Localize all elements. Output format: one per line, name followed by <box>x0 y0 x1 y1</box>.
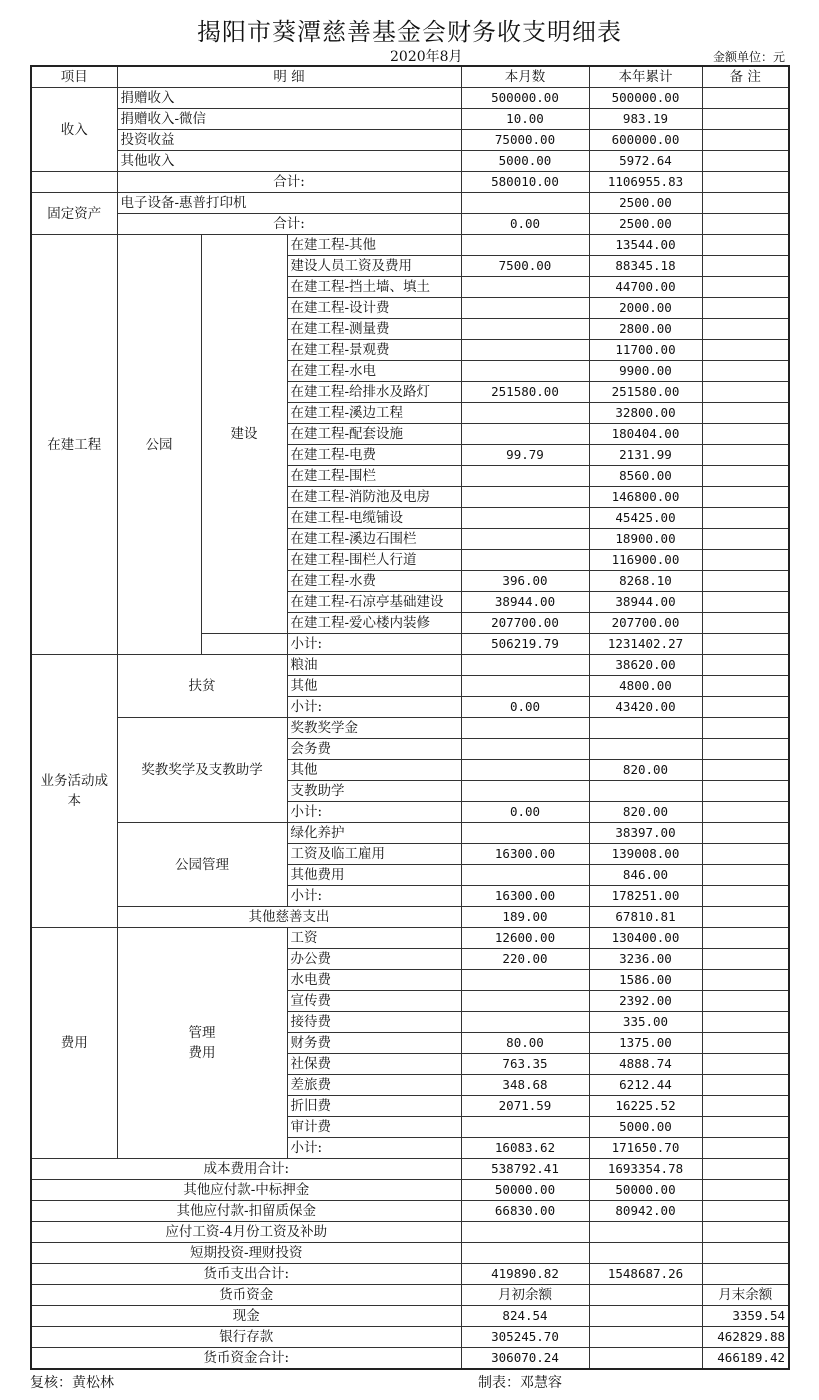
month-amount-cell <box>461 739 589 760</box>
summary-row <box>31 1243 789 1264</box>
month-amount-cell: 348.68 <box>461 1075 589 1096</box>
year-amount-cell: 18900.00 <box>589 529 702 550</box>
year-amount-cell <box>589 1243 702 1264</box>
remark-cell <box>702 1117 789 1138</box>
month-amount-cell: 66830.00 <box>461 1201 589 1222</box>
year-amount-cell: 38944.00 <box>589 592 702 613</box>
remark-cell <box>702 571 789 592</box>
col-header-detail: 明 细 <box>117 66 461 88</box>
detail-cell: 小计: <box>287 1138 461 1159</box>
month-amount-cell <box>461 193 589 214</box>
summary-label: 其他应付款-中标押金 <box>31 1180 461 1201</box>
year-amount-cell: 5000.00 <box>589 1117 702 1138</box>
remark-cell <box>702 529 789 550</box>
remark-cell <box>702 550 789 571</box>
month-amount-cell <box>461 676 589 697</box>
detail-cell: 接待费 <box>287 1012 461 1033</box>
remark-cell <box>702 172 789 193</box>
year-amount-cell: 1106955.83 <box>589 172 702 193</box>
reviewer-signature: 复核：黄松林 <box>30 1375 114 1391</box>
detail-cell: 在建工程-溪边石围栏 <box>287 529 461 550</box>
business-row <box>31 655 789 676</box>
fixed-asset-total-row <box>31 214 789 235</box>
year-amount-cell <box>589 781 702 802</box>
year-amount-cell: 2800.00 <box>589 319 702 340</box>
month-amount-cell <box>461 403 589 424</box>
cash-label: 银行存款 <box>31 1327 461 1348</box>
detail-cell: 在建工程-电缆铺设 <box>287 508 461 529</box>
summary-row <box>31 1222 789 1243</box>
detail-cell: 水电费 <box>287 970 461 991</box>
year-amount-cell: 43420.00 <box>589 697 702 718</box>
detail-cell: 会务费 <box>287 739 461 760</box>
detail-cell: 小计: <box>287 634 461 655</box>
cash-section-label: 货币资金 <box>31 1285 461 1306</box>
empty-cell <box>589 1306 702 1327</box>
year-amount-cell: 4888.74 <box>589 1054 702 1075</box>
construction-row <box>31 235 789 256</box>
year-amount-cell: 820.00 <box>589 802 702 823</box>
remark-cell <box>702 424 789 445</box>
cash-end-cell: 466189.42 <box>702 1348 789 1370</box>
remark-cell <box>702 865 789 886</box>
detail-cell: 捐赠收入 <box>117 88 461 109</box>
year-amount-cell: 8268.10 <box>589 571 702 592</box>
year-amount-cell: 600000.00 <box>589 130 702 151</box>
expense-row <box>31 928 789 949</box>
remark-cell <box>702 151 789 172</box>
year-amount-cell: 3236.00 <box>589 949 702 970</box>
detail-cell: 在建工程-水费 <box>287 571 461 592</box>
section-income-label: 收入 <box>31 88 117 172</box>
month-amount-cell <box>461 550 589 571</box>
finance-table-body <box>31 66 789 1369</box>
business-row <box>31 718 789 739</box>
detail-cell: 小计: <box>287 886 461 907</box>
year-amount-cell: 146800.00 <box>589 487 702 508</box>
remark-cell <box>702 613 789 634</box>
remark-cell <box>702 298 789 319</box>
month-amount-cell <box>461 277 589 298</box>
remark-cell <box>702 1180 789 1201</box>
detail-cell: 奖教奖学金 <box>287 718 461 739</box>
month-amount-cell <box>461 319 589 340</box>
month-amount-cell: 538792.41 <box>461 1159 589 1180</box>
remark-cell <box>702 193 789 214</box>
year-amount-cell: 16225.52 <box>589 1096 702 1117</box>
month-amount-cell <box>461 340 589 361</box>
page-title: 揭阳市葵潭慈善基金会财务收支明细表 <box>197 18 622 46</box>
detail-cell: 在建工程-溪边工程 <box>287 403 461 424</box>
detail-cell: 小计: <box>287 697 461 718</box>
year-amount-cell: 45425.00 <box>589 508 702 529</box>
detail-cell: 在建工程-景观费 <box>287 340 461 361</box>
table-header-row <box>31 66 789 88</box>
month-amount-cell <box>461 1117 589 1138</box>
detail-cell: 在建工程-爱心楼内装修 <box>287 613 461 634</box>
month-amount-cell: 38944.00 <box>461 592 589 613</box>
month-amount-cell <box>461 508 589 529</box>
month-amount-cell: 220.00 <box>461 949 589 970</box>
remark-cell <box>702 949 789 970</box>
detail-cell: 在建工程-围栏人行道 <box>287 550 461 571</box>
year-amount-cell: 1693354.78 <box>589 1159 702 1180</box>
mgmt-line-2: 费用 <box>188 1045 216 1061</box>
remark-cell <box>702 508 789 529</box>
detail-cell: 其他费用 <box>287 865 461 886</box>
detail-cell: 粮油 <box>287 655 461 676</box>
remark-cell <box>702 634 789 655</box>
remark-cell <box>702 718 789 739</box>
remark-cell <box>702 676 789 697</box>
remark-cell <box>702 1054 789 1075</box>
month-amount-cell <box>461 1012 589 1033</box>
remark-cell <box>702 1222 789 1243</box>
section-fixed-assets-label: 固定资产 <box>31 193 117 235</box>
empty-cell <box>201 634 287 655</box>
detail-cell: 投资收益 <box>117 130 461 151</box>
year-amount-cell: 6212.44 <box>589 1075 702 1096</box>
remark-cell <box>702 214 789 235</box>
month-amount-cell: 189.00 <box>461 907 589 928</box>
month-amount-cell <box>461 970 589 991</box>
detail-cell: 在建工程-配套设施 <box>287 424 461 445</box>
month-amount-cell <box>461 466 589 487</box>
month-amount-cell: 0.00 <box>461 802 589 823</box>
detail-cell: 在建工程-水电 <box>287 361 461 382</box>
income-row <box>31 151 789 172</box>
year-amount-cell: 251580.00 <box>589 382 702 403</box>
year-amount-cell: 180404.00 <box>589 424 702 445</box>
year-amount-cell: 2392.00 <box>589 991 702 1012</box>
year-amount-cell: 1586.00 <box>589 970 702 991</box>
month-amount-cell: 506219.79 <box>461 634 589 655</box>
month-amount-cell <box>461 487 589 508</box>
remark-cell <box>702 739 789 760</box>
month-amount-cell: 75000.00 <box>461 130 589 151</box>
month-amount-cell: 80.00 <box>461 1033 589 1054</box>
year-amount-cell: 2000.00 <box>589 298 702 319</box>
cash-begin-cell: 824.54 <box>461 1306 589 1327</box>
month-amount-cell: 10.00 <box>461 109 589 130</box>
cash-row <box>31 1327 789 1348</box>
month-amount-cell: 2071.59 <box>461 1096 589 1117</box>
remark-cell <box>702 655 789 676</box>
year-amount-cell: 32800.00 <box>589 403 702 424</box>
detail-cell: 折旧费 <box>287 1096 461 1117</box>
cash-begin-header: 月初余额 <box>461 1285 589 1306</box>
year-amount-cell: 67810.81 <box>589 907 702 928</box>
remark-cell <box>702 970 789 991</box>
summary-label: 应付工资-4月份工资及补助 <box>31 1222 461 1243</box>
empty-cell <box>31 172 117 193</box>
year-amount-cell: 178251.00 <box>589 886 702 907</box>
year-amount-cell: 1548687.26 <box>589 1264 702 1285</box>
business-row <box>31 823 789 844</box>
remark-cell <box>702 1012 789 1033</box>
cash-label: 现金 <box>31 1306 461 1327</box>
cash-begin-cell: 305245.70 <box>461 1327 589 1348</box>
detail-cell: 捐赠收入-微信 <box>117 109 461 130</box>
year-amount-cell: 13544.00 <box>589 235 702 256</box>
month-amount-cell <box>461 361 589 382</box>
detail-cell: 电子设备-惠普打印机 <box>117 193 461 214</box>
year-amount-cell: 11700.00 <box>589 340 702 361</box>
remark-cell <box>702 277 789 298</box>
remark-cell <box>702 907 789 928</box>
year-amount-cell: 983.19 <box>589 109 702 130</box>
month-amount-cell <box>461 991 589 1012</box>
col-header-remark: 备 注 <box>702 66 789 88</box>
remark-cell <box>702 1243 789 1264</box>
remark-cell <box>702 235 789 256</box>
month-amount-cell: 580010.00 <box>461 172 589 193</box>
detail-cell: 在建工程-给排水及路灯 <box>287 382 461 403</box>
year-amount-cell <box>589 739 702 760</box>
cash-row <box>31 1348 789 1370</box>
remark-cell <box>702 1201 789 1222</box>
remark-cell <box>702 1075 789 1096</box>
remark-cell <box>702 823 789 844</box>
business-poverty-label: 扶贫 <box>117 655 287 718</box>
month-amount-cell <box>461 529 589 550</box>
year-amount-cell: 207700.00 <box>589 613 702 634</box>
detail-cell: 建设人员工资及费用 <box>287 256 461 277</box>
mgmt-line-1: 管理 <box>188 1025 216 1041</box>
report-period: 2020年8月 <box>390 49 463 65</box>
remark-cell <box>702 1096 789 1117</box>
month-amount-cell: 763.35 <box>461 1054 589 1075</box>
empty-cell <box>589 1348 702 1370</box>
summary-label: 其他应付款-扣留质保金 <box>31 1201 461 1222</box>
summary-row <box>31 1180 789 1201</box>
year-amount-cell: 38397.00 <box>589 823 702 844</box>
cash-end-cell: 462829.88 <box>702 1327 789 1348</box>
col-header-month: 本月数 <box>461 66 589 88</box>
month-amount-cell <box>461 1222 589 1243</box>
detail-cell: 支教助学 <box>287 781 461 802</box>
business-park-mgmt-label: 公园管理 <box>117 823 287 907</box>
month-amount-cell <box>461 235 589 256</box>
remark-cell <box>702 487 789 508</box>
remark-cell <box>702 844 789 865</box>
remark-cell <box>702 760 789 781</box>
year-amount-cell: 44700.00 <box>589 277 702 298</box>
finance-table-container <box>30 65 788 1370</box>
income-row <box>31 109 789 130</box>
year-amount-cell: 1375.00 <box>589 1033 702 1054</box>
detail-cell: 审计费 <box>287 1117 461 1138</box>
finance-table <box>30 65 790 1370</box>
fixed-asset-row <box>31 193 789 214</box>
business-education-label: 奖教奖学及支教助学 <box>117 718 287 823</box>
month-amount-cell <box>461 865 589 886</box>
income-total-row <box>31 172 789 193</box>
income-row <box>31 88 789 109</box>
year-amount-cell: 500000.00 <box>589 88 702 109</box>
detail-cell: 在建工程-设计费 <box>287 298 461 319</box>
year-amount-cell <box>589 1222 702 1243</box>
month-amount-cell: 396.00 <box>461 571 589 592</box>
summary-label: 成本费用合计: <box>31 1159 461 1180</box>
empty-cell <box>589 1285 702 1306</box>
month-amount-cell: 5000.00 <box>461 151 589 172</box>
summary-label: 短期投资-理财投资 <box>31 1243 461 1264</box>
remark-cell <box>702 340 789 361</box>
preparer-signature: 制表：邓慧容 <box>478 1375 562 1391</box>
year-amount-cell: 80942.00 <box>589 1201 702 1222</box>
remark-cell <box>702 886 789 907</box>
year-amount-cell: 846.00 <box>589 865 702 886</box>
remark-cell <box>702 1033 789 1054</box>
year-amount-cell: 820.00 <box>589 760 702 781</box>
remark-cell <box>702 928 789 949</box>
section-business-label: 业务活动成本 <box>31 655 117 928</box>
cash-row <box>31 1306 789 1327</box>
detail-cell: 小计: <box>287 802 461 823</box>
remark-cell <box>702 991 789 1012</box>
remark-cell <box>702 88 789 109</box>
year-amount-cell: 88345.18 <box>589 256 702 277</box>
month-amount-cell <box>461 760 589 781</box>
subtotal-label: 合计: <box>117 172 461 193</box>
amount-unit: 金额单位：元 <box>712 50 785 64</box>
detail-cell: 其他 <box>287 760 461 781</box>
year-amount-cell: 5972.64 <box>589 151 702 172</box>
remark-cell <box>702 1138 789 1159</box>
month-amount-cell <box>461 1243 589 1264</box>
year-amount-cell: 116900.00 <box>589 550 702 571</box>
year-amount-cell: 130400.00 <box>589 928 702 949</box>
detail-cell: 社保费 <box>287 1054 461 1075</box>
remark-cell <box>702 403 789 424</box>
month-amount-cell: 419890.82 <box>461 1264 589 1285</box>
remark-cell <box>702 256 789 277</box>
remark-cell <box>702 781 789 802</box>
month-amount-cell: 0.00 <box>461 697 589 718</box>
year-amount-cell: 4800.00 <box>589 676 702 697</box>
subtotal-label: 合计: <box>117 214 461 235</box>
cash-label: 货币资金合计: <box>31 1348 461 1370</box>
detail-cell: 在建工程-消防池及电房 <box>287 487 461 508</box>
month-amount-cell: 251580.00 <box>461 382 589 403</box>
cash-header-row <box>31 1285 789 1306</box>
remark-cell <box>702 1264 789 1285</box>
month-amount-cell: 50000.00 <box>461 1180 589 1201</box>
year-amount-cell: 2500.00 <box>589 193 702 214</box>
month-amount-cell: 16300.00 <box>461 844 589 865</box>
month-amount-cell: 500000.00 <box>461 88 589 109</box>
summary-label: 货币支出合计: <box>31 1264 461 1285</box>
month-amount-cell: 207700.00 <box>461 613 589 634</box>
detail-cell: 在建工程-挡土墙、填土 <box>287 277 461 298</box>
detail-cell: 在建工程-电费 <box>287 445 461 466</box>
remark-cell <box>702 445 789 466</box>
year-amount-cell: 2500.00 <box>589 214 702 235</box>
month-amount-cell: 16083.62 <box>461 1138 589 1159</box>
business-other-row <box>31 907 789 928</box>
detail-cell: 在建工程-石凉亭基础建设 <box>287 592 461 613</box>
month-amount-cell: 99.79 <box>461 445 589 466</box>
detail-cell: 财务费 <box>287 1033 461 1054</box>
detail-cell: 宣传费 <box>287 991 461 1012</box>
col-header-item: 项目 <box>31 66 117 88</box>
month-amount-cell: 12600.00 <box>461 928 589 949</box>
year-amount-cell: 1231402.27 <box>589 634 702 655</box>
year-amount-cell: 9900.00 <box>589 361 702 382</box>
empty-cell <box>589 1327 702 1348</box>
income-row <box>31 130 789 151</box>
summary-row <box>31 1264 789 1285</box>
year-amount-cell: 50000.00 <box>589 1180 702 1201</box>
summary-row <box>31 1159 789 1180</box>
cash-begin-cell: 306070.24 <box>461 1348 589 1370</box>
month-amount-cell <box>461 823 589 844</box>
month-amount-cell <box>461 718 589 739</box>
summary-row <box>31 1201 789 1222</box>
cash-end-cell: 3359.54 <box>702 1306 789 1327</box>
remark-cell <box>702 382 789 403</box>
remark-cell <box>702 319 789 340</box>
detail-cell: 差旅费 <box>287 1075 461 1096</box>
month-amount-cell <box>461 655 589 676</box>
year-amount-cell: 38620.00 <box>589 655 702 676</box>
remark-cell <box>702 361 789 382</box>
month-amount-cell: 16300.00 <box>461 886 589 907</box>
month-amount-cell <box>461 781 589 802</box>
year-amount-cell: 8560.00 <box>589 466 702 487</box>
construction-park-label: 公园 <box>117 235 201 655</box>
remark-cell <box>702 109 789 130</box>
year-amount-cell: 139008.00 <box>589 844 702 865</box>
construction-build-label: 建设 <box>201 235 287 634</box>
year-amount-cell <box>589 718 702 739</box>
remark-cell <box>702 1159 789 1180</box>
detail-cell: 其他 <box>287 676 461 697</box>
detail-cell: 工资及临工雇用 <box>287 844 461 865</box>
remark-cell <box>702 697 789 718</box>
cash-end-header: 月末余额 <box>702 1285 789 1306</box>
detail-cell: 绿化养护 <box>287 823 461 844</box>
section-construction-label: 在建工程 <box>31 235 117 655</box>
detail-cell: 在建工程-围栏 <box>287 466 461 487</box>
detail-cell: 其他收入 <box>117 151 461 172</box>
remark-cell <box>702 466 789 487</box>
col-header-year: 本年累计 <box>589 66 702 88</box>
detail-cell: 在建工程-其他 <box>287 235 461 256</box>
month-amount-cell: 7500.00 <box>461 256 589 277</box>
other-charity-label: 其他慈善支出 <box>117 907 461 928</box>
year-amount-cell: 2131.99 <box>589 445 702 466</box>
detail-cell: 工资 <box>287 928 461 949</box>
expenses-mgmt-label <box>117 928 287 1159</box>
detail-cell: 在建工程-测量费 <box>287 319 461 340</box>
remark-cell <box>702 802 789 823</box>
remark-cell <box>702 130 789 151</box>
remark-cell <box>702 592 789 613</box>
year-amount-cell: 335.00 <box>589 1012 702 1033</box>
month-amount-cell <box>461 424 589 445</box>
month-amount-cell: 0.00 <box>461 214 589 235</box>
section-expenses-label: 费用 <box>31 928 117 1159</box>
year-amount-cell: 171650.70 <box>589 1138 702 1159</box>
month-amount-cell <box>461 298 589 319</box>
detail-cell: 办公费 <box>287 949 461 970</box>
